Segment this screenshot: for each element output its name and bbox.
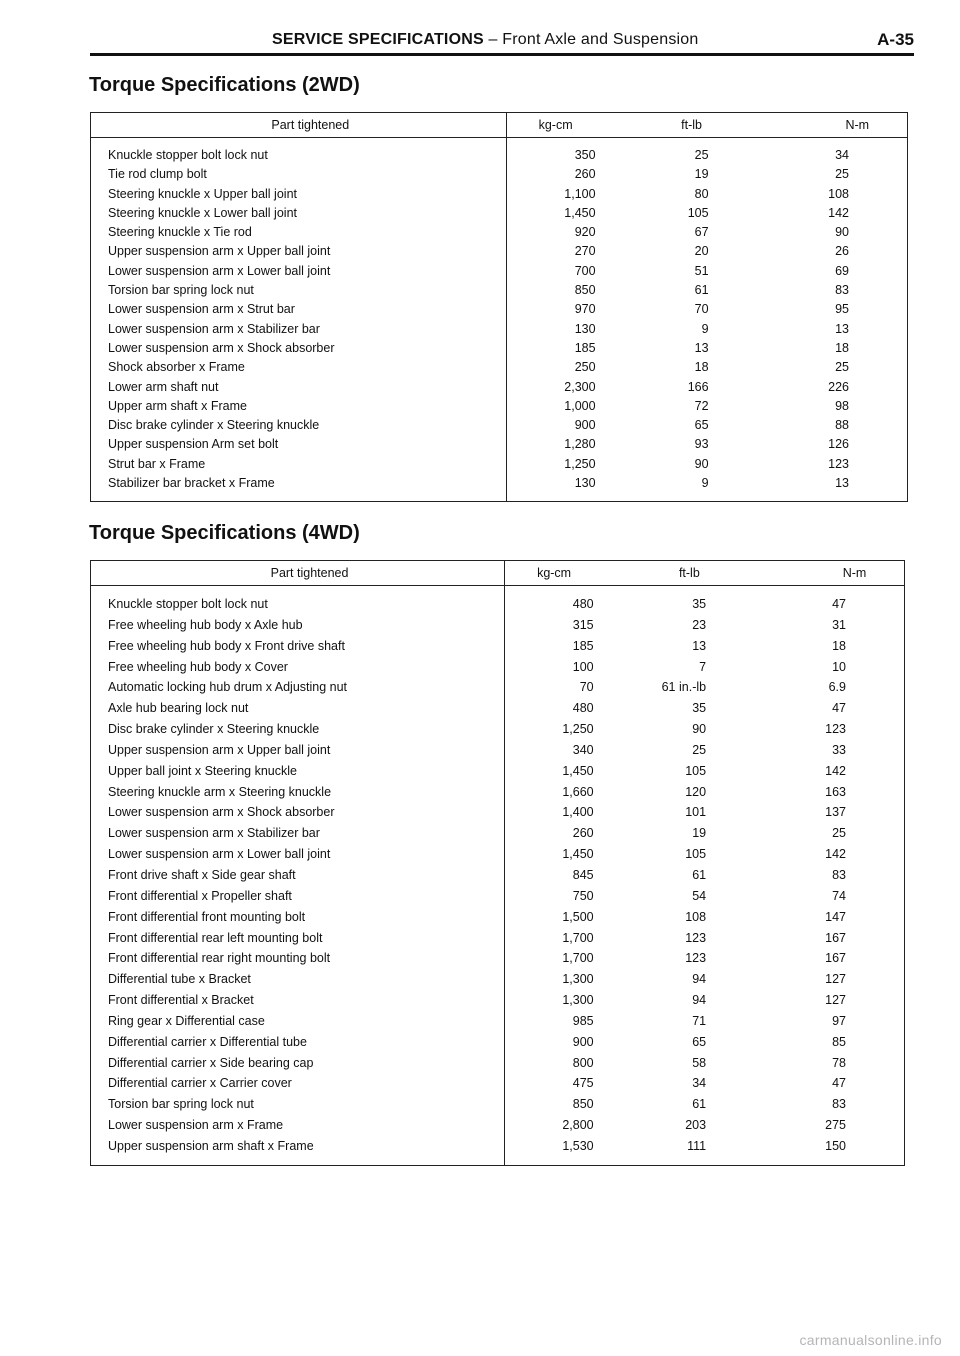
kg-cm-cell: 1,300	[505, 969, 614, 990]
table-row	[91, 1053, 905, 1074]
part-cell: Lower suspension arm x Shock absorber	[108, 340, 335, 355]
ft-lb-cell: 25	[694, 148, 709, 162]
table-row	[91, 474, 908, 493]
kg-cm-cell: 2,300	[506, 378, 615, 397]
n-m-cell: 83	[832, 1097, 846, 1112]
ft-lb-cell: 67	[694, 225, 709, 240]
ft-lb-cell: 51	[694, 263, 709, 278]
kg-cm-cell: 700	[506, 262, 615, 281]
part-cell: Front differential rear right mounting bolt	[108, 951, 331, 966]
ft-lb-cell: 90	[692, 722, 707, 737]
col-header-ft-lb: ft-lb	[616, 113, 766, 138]
kg-cm-cell: 130	[506, 474, 615, 493]
n-m-cell: 26	[835, 244, 849, 259]
kg-cm-cell: 185	[505, 636, 614, 657]
n-m-cell: 127	[825, 993, 846, 1008]
kg-cm-cell: 750	[505, 886, 614, 907]
table-row	[91, 698, 905, 719]
part-cell: Torsion bar spring lock nut	[108, 283, 254, 298]
ft-lb-cell: 101	[685, 805, 707, 820]
n-m-cell: 108	[828, 186, 849, 201]
table-row	[91, 1011, 905, 1032]
ft-lb-cell: 25	[692, 742, 707, 757]
table-row	[91, 455, 908, 474]
kg-cm-cell: 1,100	[506, 185, 615, 204]
part-cell: Upper suspension arm x Upper ball joint	[108, 742, 331, 757]
header-section: SERVICE SPECIFICATIONS	[272, 31, 484, 48]
kg-cm-cell: 1,250	[506, 455, 615, 474]
torque-table-4wd	[90, 560, 905, 1166]
ft-lb-cell: 61 in.-lb	[661, 680, 707, 695]
ft-lb-cell: 105	[687, 205, 709, 220]
table-row	[91, 865, 905, 886]
ft-lb-cell: 105	[685, 847, 707, 862]
page-header-title	[272, 31, 698, 49]
part-cell: Disc brake cylinder x Steering knuckle	[108, 418, 320, 433]
part-cell: Front differential front mounting bolt	[108, 909, 306, 924]
part-cell: Disc brake cylinder x Steering knuckle	[108, 722, 320, 737]
kg-cm-cell: 340	[505, 740, 614, 761]
table-row	[91, 990, 905, 1011]
n-m-cell: 33	[832, 742, 846, 757]
table-row	[91, 281, 908, 300]
part-cell: Automatic locking hub drum x Adjusting nut	[108, 680, 348, 695]
part-cell: Ring gear x Differential case	[108, 1013, 265, 1028]
ft-lb-cell: 7	[699, 659, 707, 674]
ft-lb-cell: 18	[694, 360, 709, 375]
heading-4wd: Torque Specifications (4WD)	[89, 522, 360, 544]
ft-lb-cell: 61	[692, 867, 707, 882]
kg-cm-cell: 270	[506, 242, 615, 261]
n-m-cell: 13	[835, 476, 849, 491]
table-row	[91, 886, 905, 907]
table-row	[91, 397, 908, 416]
kg-cm-cell: 260	[506, 165, 615, 184]
kg-cm-cell: 1,500	[505, 907, 614, 928]
kg-cm-cell: 1,280	[506, 435, 615, 454]
table-row	[91, 615, 905, 636]
spacer-row	[91, 493, 908, 502]
table-row	[91, 416, 908, 435]
part-cell: Free wheeling hub body x Front drive shaft	[108, 638, 345, 653]
table-row	[91, 823, 905, 844]
table-row	[91, 165, 908, 184]
ft-lb-cell: 70	[694, 302, 709, 317]
table-row	[91, 948, 905, 969]
part-cell: Lower suspension arm x Lower ball joint	[108, 263, 331, 278]
part-cell: Tie rod clump bolt	[108, 167, 207, 182]
part-cell: Free wheeling hub body x Cover	[108, 659, 288, 674]
ft-lb-cell: 35	[692, 597, 707, 611]
table-row	[91, 657, 905, 678]
n-m-cell: 127	[825, 972, 846, 987]
ft-lb-cell: 123	[685, 930, 707, 945]
ft-lb-cell: 65	[694, 418, 709, 433]
n-m-cell: 142	[828, 205, 849, 220]
col-header-part: Part tightened	[91, 113, 507, 138]
n-m-cell: 88	[835, 418, 849, 433]
table-header-row	[91, 561, 905, 586]
part-cell: Upper suspension arm shaft x Frame	[108, 1138, 314, 1153]
n-m-cell: 123	[828, 456, 849, 471]
ft-lb-cell: 9	[701, 476, 709, 491]
table-row	[91, 1115, 905, 1136]
ft-lb-cell: 13	[692, 638, 707, 653]
part-cell: Lower suspension arm x Lower ball joint	[108, 847, 331, 862]
n-m-cell: 226	[828, 379, 849, 394]
table-row	[91, 1136, 905, 1157]
n-m-cell: 83	[832, 867, 846, 882]
n-m-cell: 163	[825, 784, 846, 799]
ft-lb-cell: 61	[694, 283, 709, 298]
page-number: A-35	[877, 30, 914, 49]
ft-lb-cell: 34	[692, 1076, 707, 1091]
table-row	[91, 358, 908, 377]
kg-cm-cell: 800	[505, 1053, 614, 1074]
table-row	[91, 802, 905, 823]
kg-cm-cell: 920	[506, 223, 615, 242]
kg-cm-cell: 480	[505, 698, 614, 719]
ft-lb-cell: 105	[685, 763, 707, 778]
n-m-cell: 167	[825, 951, 846, 966]
table-row	[91, 223, 908, 242]
table-header-row	[91, 113, 908, 138]
col-header-n-m: N-m	[763, 561, 904, 586]
n-m-cell: 74	[832, 888, 846, 903]
ft-lb-cell: 123	[685, 951, 707, 966]
kg-cm-cell: 315	[505, 615, 614, 636]
part-cell: Lower suspension arm x Stabilizer bar	[108, 826, 320, 841]
spacer-row	[91, 586, 905, 595]
kg-cm-cell: 850	[505, 1094, 614, 1115]
table-row	[91, 242, 908, 261]
n-m-cell: 31	[832, 617, 846, 632]
n-m-cell: 25	[832, 826, 846, 841]
part-cell: Upper suspension Arm set bolt	[108, 437, 279, 452]
kg-cm-cell: 1,530	[505, 1136, 614, 1157]
kg-cm-cell: 350	[506, 146, 615, 165]
kg-cm-cell: 900	[505, 1032, 614, 1053]
ft-lb-cell: 13	[694, 340, 709, 355]
part-cell: Knuckle stopper bolt lock nut	[108, 597, 268, 611]
ft-lb-cell: 93	[694, 437, 709, 452]
kg-cm-cell: 985	[505, 1011, 614, 1032]
table-row	[91, 719, 905, 740]
header-dash: –	[483, 31, 503, 48]
part-cell: Strut bar x Frame	[108, 456, 206, 471]
table-row	[91, 1032, 905, 1053]
part-cell: Upper ball joint x Steering knuckle	[108, 763, 297, 778]
kg-cm-cell: 1,450	[506, 204, 615, 223]
col-header-kg-cm: kg-cm	[505, 561, 614, 586]
kg-cm-cell: 1,450	[505, 761, 614, 782]
n-m-cell: 18	[832, 638, 846, 653]
ft-lb-cell: 23	[692, 617, 707, 632]
ft-lb-cell: 108	[685, 909, 707, 924]
table-row	[91, 185, 908, 204]
part-cell: Steering knuckle x Tie rod	[108, 225, 252, 240]
part-cell: Shock absorber x Frame	[108, 360, 245, 375]
n-m-cell: 123	[825, 722, 846, 737]
ft-lb-cell: 19	[694, 167, 709, 182]
torque-table-2wd	[90, 112, 908, 502]
ft-lb-cell: 71	[692, 1013, 707, 1028]
part-cell: Steering knuckle x Lower ball joint	[108, 205, 297, 220]
ft-lb-cell: 19	[692, 826, 707, 841]
part-cell: Upper suspension arm x Upper ball joint	[108, 244, 331, 259]
kg-cm-cell: 2,800	[505, 1115, 614, 1136]
kg-cm-cell: 100	[505, 657, 614, 678]
part-cell: Front drive shaft x Side gear shaft	[108, 867, 296, 882]
part-cell: Knuckle stopper bolt lock nut	[108, 148, 268, 162]
table-row	[91, 677, 905, 698]
kg-cm-cell: 1,400	[505, 802, 614, 823]
n-m-cell: 47	[832, 1076, 846, 1091]
part-cell: Steering knuckle arm x Steering knuckle	[108, 784, 332, 799]
table-row	[91, 1073, 905, 1094]
table-row	[91, 262, 908, 281]
kg-cm-cell: 130	[506, 320, 615, 339]
table-row	[91, 300, 908, 319]
kg-cm-cell: 260	[505, 823, 614, 844]
n-m-cell: 90	[835, 225, 849, 240]
n-m-cell: 69	[835, 263, 849, 278]
ft-lb-cell: 72	[694, 398, 709, 413]
spacer-row	[91, 138, 908, 147]
n-m-cell: 47	[832, 597, 846, 611]
part-cell: Steering knuckle x Upper ball joint	[108, 186, 297, 201]
ft-lb-cell: 61	[692, 1097, 707, 1112]
header-subtitle: Front Axle and Suspension	[502, 31, 699, 48]
ft-lb-cell: 90	[694, 456, 709, 471]
table-row	[91, 907, 905, 928]
col-header-ft-lb: ft-lb	[614, 561, 763, 586]
ft-lb-cell: 166	[687, 379, 709, 394]
part-cell: Lower suspension arm x Strut bar	[108, 302, 295, 317]
part-cell: Upper arm shaft x Frame	[108, 398, 247, 413]
n-m-cell: 147	[825, 909, 846, 924]
part-cell: Torsion bar spring lock nut	[108, 1097, 254, 1112]
ft-lb-cell: 20	[694, 244, 709, 259]
part-cell: Lower suspension arm x Stabilizer bar	[108, 321, 320, 336]
kg-cm-cell: 1,700	[505, 948, 614, 969]
n-m-cell: 18	[835, 340, 849, 355]
n-m-cell: 95	[835, 302, 849, 317]
part-cell: Lower suspension arm x Frame	[108, 1118, 284, 1133]
n-m-cell: 126	[828, 437, 849, 452]
table-row	[91, 204, 908, 223]
part-cell: Differential carrier x Differential tube	[108, 1034, 307, 1049]
watermark: carmanualsonline.info	[799, 1332, 942, 1348]
spacer-row	[91, 1157, 905, 1166]
ft-lb-cell: 80	[694, 186, 709, 201]
table-row	[91, 378, 908, 397]
n-m-cell: 10	[832, 659, 846, 674]
part-cell: Front differential x Bracket	[108, 993, 254, 1008]
part-cell: Differential carrier x Carrier cover	[108, 1076, 292, 1091]
col-header-part: Part tightened	[91, 561, 505, 586]
n-m-cell: 142	[825, 763, 846, 778]
kg-cm-cell: 480	[505, 594, 614, 615]
n-m-cell: 150	[825, 1138, 846, 1153]
table-row	[91, 844, 905, 865]
table-row	[91, 1094, 905, 1115]
part-cell: Lower arm shaft nut	[108, 379, 219, 394]
n-m-cell: 167	[825, 930, 846, 945]
table-row	[91, 146, 908, 165]
kg-cm-cell: 850	[506, 281, 615, 300]
table-row	[91, 761, 905, 782]
part-cell: Axle hub bearing lock nut	[108, 701, 249, 716]
table-row	[91, 636, 905, 657]
n-m-cell: 142	[825, 847, 846, 862]
n-m-cell: 85	[832, 1034, 846, 1049]
ft-lb-cell: 94	[692, 972, 707, 987]
heading-2wd: Torque Specifications (2WD)	[89, 74, 360, 96]
part-cell: Free wheeling hub body x Axle hub	[108, 617, 303, 632]
n-m-cell: 97	[832, 1013, 846, 1028]
n-m-cell: 275	[825, 1118, 846, 1133]
table-row	[91, 435, 908, 454]
kg-cm-cell: 1,450	[505, 844, 614, 865]
n-m-cell: 47	[832, 701, 846, 716]
n-m-cell: 13	[835, 321, 849, 336]
n-m-cell: 137	[825, 805, 846, 820]
kg-cm-cell: 250	[506, 358, 615, 377]
n-m-cell: 98	[835, 398, 849, 413]
kg-cm-cell: 1,660	[505, 782, 614, 803]
col-header-n-m: N-m	[766, 113, 908, 138]
part-cell: Differential tube x Bracket	[108, 972, 251, 987]
n-m-cell: 78	[832, 1055, 846, 1070]
n-m-cell: 83	[835, 283, 849, 298]
header-rule	[90, 53, 914, 56]
ft-lb-cell: 203	[685, 1118, 707, 1133]
table-row	[91, 928, 905, 949]
ft-lb-cell: 94	[692, 993, 707, 1008]
kg-cm-cell: 970	[506, 300, 615, 319]
part-cell: Front differential rear left mounting bolt	[108, 930, 323, 945]
part-cell: Lower suspension arm x Shock absorber	[108, 805, 335, 820]
col-header-kg-cm: kg-cm	[506, 113, 615, 138]
kg-cm-cell: 1,700	[505, 928, 614, 949]
ft-lb-cell: 120	[685, 784, 707, 799]
kg-cm-cell: 900	[506, 416, 615, 435]
table-row	[91, 339, 908, 358]
kg-cm-cell: 70	[505, 677, 614, 698]
ft-lb-cell: 54	[692, 888, 707, 903]
n-m-cell: 25	[835, 167, 849, 182]
ft-lb-cell: 35	[692, 701, 707, 716]
n-m-cell: 25	[835, 360, 849, 375]
kg-cm-cell: 1,000	[506, 397, 615, 416]
table-row	[91, 320, 908, 339]
kg-cm-cell: 1,300	[505, 990, 614, 1011]
table-row	[91, 782, 905, 803]
part-cell: Differential carrier x Side bearing cap	[108, 1055, 314, 1070]
n-m-cell: 6.9	[828, 680, 846, 695]
table-row	[91, 969, 905, 990]
part-cell: Stabilizer bar bracket x Frame	[108, 476, 275, 491]
n-m-cell: 34	[835, 148, 849, 162]
ft-lb-cell: 9	[701, 321, 709, 336]
table-row	[91, 594, 905, 615]
kg-cm-cell: 185	[506, 339, 615, 358]
ft-lb-cell: 65	[692, 1034, 707, 1049]
ft-lb-cell: 111	[687, 1138, 707, 1153]
kg-cm-cell: 475	[505, 1073, 614, 1094]
kg-cm-cell: 845	[505, 865, 614, 886]
part-cell: Front differential x Propeller shaft	[108, 888, 292, 903]
table-row	[91, 740, 905, 761]
kg-cm-cell: 1,250	[505, 719, 614, 740]
ft-lb-cell: 58	[692, 1055, 707, 1070]
